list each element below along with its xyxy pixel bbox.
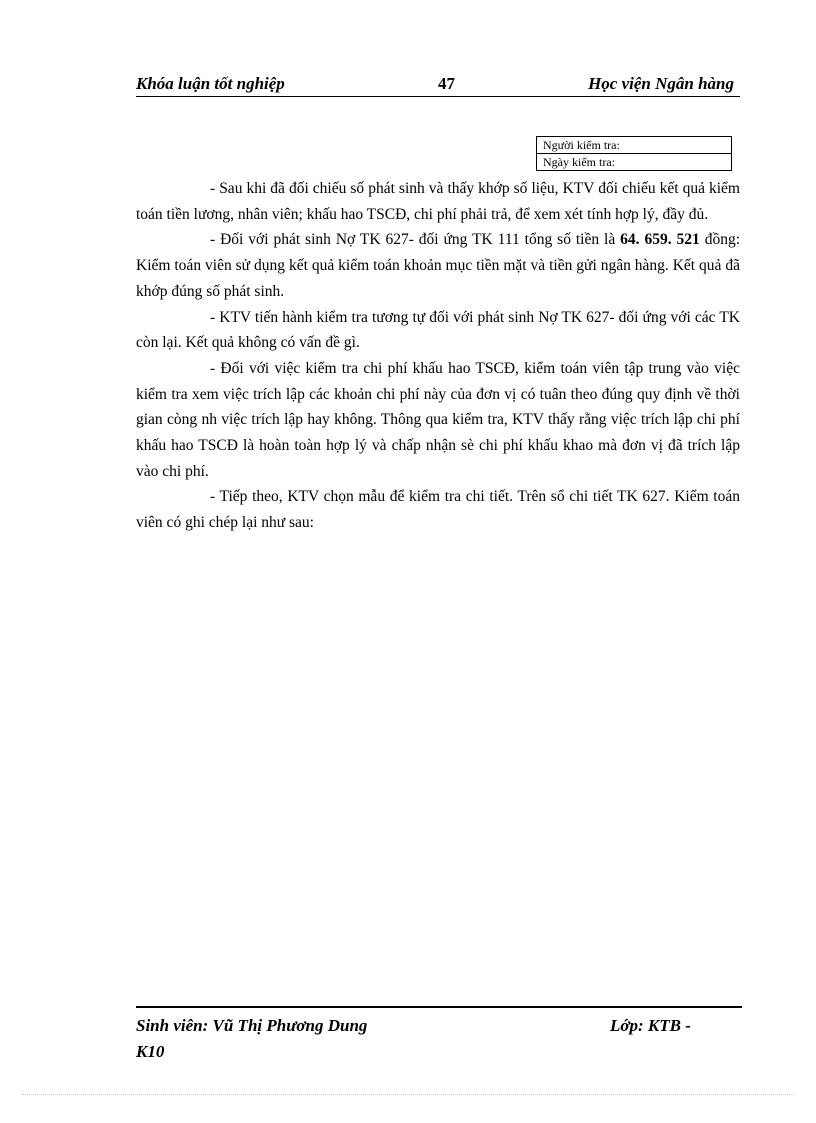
paragraph (136, 227, 740, 304)
page-bottom-border (22, 1094, 794, 1095)
institution-name: Học viện Ngân hàng (588, 74, 734, 93)
review-date-field: Ngày kiểm tra: (537, 153, 731, 170)
paragraph-text: - Đối với phát sinh Nợ TK 627- đối ứng TK 111 tổng số tiền là (210, 231, 621, 249)
class-suffix: K10 (136, 1042, 165, 1061)
page-number: 47 (438, 74, 455, 93)
student-name: Sinh viên: Vũ Thị Phương Dung (136, 1016, 368, 1035)
paragraph: - Sau khi đã đối chiếu số phát sinh và thấy khớp số liệu, KTV đối chiếu kết quả kiểm toán tiền lương, nhân viên; khấu hao TSCĐ, chi phí phải trả, để xem xét tính hợp lý, đầy đủ. (136, 180, 740, 223)
paragraph: - KTV tiến hành kiểm tra tương tự đối với phát sinh Nợ TK 627- đối ứng với các TK còn lại. Kết quả không có vấn đề gì. (136, 308, 740, 352)
thesis-title: Khóa luận tốt nghiệp (136, 74, 285, 93)
page-footer (136, 1006, 742, 1064)
paragraph-text: đồng: Kiểm toán viên sử dụng kết quả kiểm toán khoản mục tiền mặt và tiền gửi ngân hàng. Kết quả đã khớp đúng số phát sinh. (136, 231, 741, 300)
amount-highlight: 64. 659. 521 (620, 231, 700, 249)
reviewer-field: Người kiểm tra: (543, 138, 620, 152)
body-text (136, 176, 740, 536)
class-label: Lớp: KTB - (610, 1016, 691, 1035)
page-header (136, 74, 740, 97)
review-box (536, 136, 732, 171)
paragraph: - Tiếp theo, KTV chọn mẫu để kiểm tra chi tiết. Trên sổ chi tiết TK 627. Kiểm toán viên có ghi chép lại như sau: (136, 488, 740, 532)
paragraph: - Đối với việc kiểm tra chi phí khấu hao TSCĐ, kiểm toán viên tập trung vào việc kiểm tra xem việc trích lập các khoản chi phí này của đơn vị có tuân theo đúng quy định về thời gian còng nh việc trích lập hay không. Thông qua kiểm tra, KTV thấy rằng việc trích lập chi phí khấu hao TSCĐ là hoàn toàn hợp lý và chấp nhận sè chi phí khấu khao mà đơn vị đã trích lập vào chi phí. (136, 359, 740, 480)
